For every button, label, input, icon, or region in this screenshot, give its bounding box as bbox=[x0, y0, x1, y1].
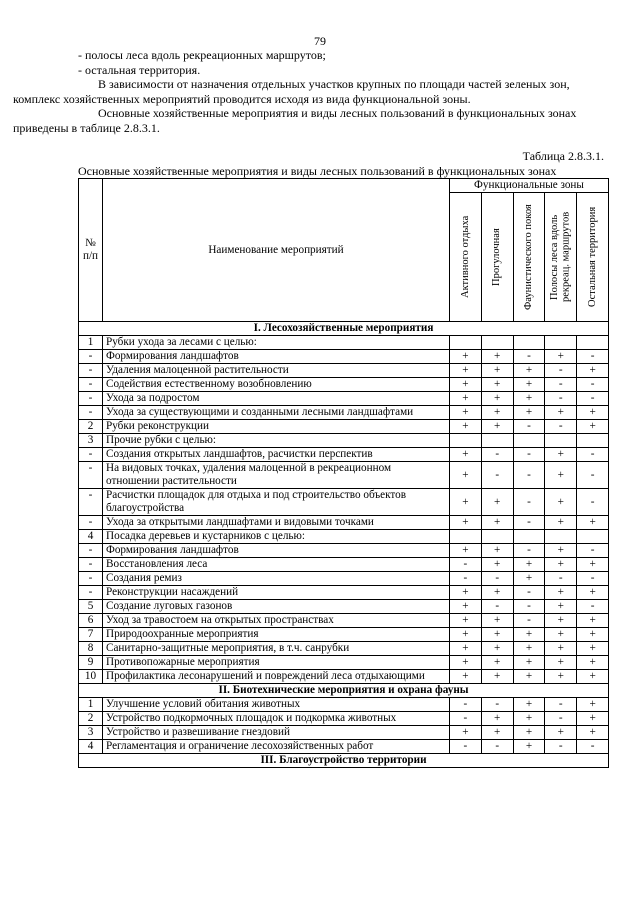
zone-mark: - bbox=[513, 489, 545, 516]
table-row bbox=[79, 434, 609, 448]
zone-mark: + bbox=[481, 364, 513, 378]
zone-mark: - bbox=[545, 392, 577, 406]
zone-mark: + bbox=[577, 406, 609, 420]
row-measure-name: Устройство подкормочных площадок и подкормка животных bbox=[103, 712, 450, 726]
zone-mark: + bbox=[450, 670, 482, 684]
table-row bbox=[79, 572, 609, 586]
table-title: Основные хозяйственные мероприятия и виды лесных пользований в функциональных зонах bbox=[78, 164, 557, 178]
zone-mark bbox=[577, 434, 609, 448]
row-measure-name: Рубки ухода за лесами с целью: bbox=[103, 336, 450, 350]
zone-mark: - bbox=[450, 698, 482, 712]
zone-mark: + bbox=[513, 364, 545, 378]
zone-mark: + bbox=[450, 489, 482, 516]
row-measure-name: На видовых точках, удаления малоценной в рекреационном отношении растительности bbox=[103, 462, 450, 489]
zone-mark: + bbox=[545, 670, 577, 684]
row-number: 4 bbox=[79, 740, 103, 754]
zone-mark: - bbox=[513, 420, 545, 434]
row-number: - bbox=[79, 392, 103, 406]
zone-mark: + bbox=[545, 642, 577, 656]
zone-mark: + bbox=[577, 656, 609, 670]
row-measure-name: Устройство и развешивание гнездовий bbox=[103, 726, 450, 740]
table-row bbox=[79, 462, 609, 489]
table-row bbox=[79, 516, 609, 530]
table-row bbox=[79, 406, 609, 420]
row-measure-name: Ухода за открытыми ландшафтами и видовыми точками bbox=[103, 516, 450, 530]
zone-mark bbox=[545, 336, 577, 350]
zone-mark: + bbox=[577, 586, 609, 600]
zone-mark: - bbox=[577, 740, 609, 754]
zone-mark: + bbox=[481, 614, 513, 628]
row-number: 8 bbox=[79, 642, 103, 656]
header-zone-other: Остальная территория bbox=[577, 193, 609, 322]
zone-mark bbox=[577, 530, 609, 544]
zone-mark bbox=[481, 530, 513, 544]
zone-mark: + bbox=[577, 698, 609, 712]
row-measure-name: Профилактика лесонарушений и повреждений леса отдыхающими bbox=[103, 670, 450, 684]
zone-mark: + bbox=[450, 364, 482, 378]
row-measure-name: Создания открытых ландшафтов, расчистки перспектив bbox=[103, 448, 450, 462]
section-title-1: I. Лесохозяйственные мероприятия bbox=[79, 322, 609, 336]
row-number: - bbox=[79, 586, 103, 600]
zone-mark: + bbox=[513, 698, 545, 712]
zone-mark: + bbox=[545, 544, 577, 558]
row-number: 2 bbox=[79, 712, 103, 726]
row-measure-name: Улучшение условий обитания животных bbox=[103, 698, 450, 712]
zone-mark: - bbox=[481, 572, 513, 586]
row-number: 6 bbox=[79, 614, 103, 628]
table-row bbox=[79, 698, 609, 712]
zone-mark: - bbox=[577, 600, 609, 614]
row-number: 2 bbox=[79, 420, 103, 434]
zone-mark: - bbox=[513, 350, 545, 364]
zone-mark: - bbox=[450, 572, 482, 586]
zone-mark: + bbox=[513, 558, 545, 572]
row-number: 3 bbox=[79, 726, 103, 740]
zone-mark: - bbox=[545, 364, 577, 378]
row-number: 5 bbox=[79, 600, 103, 614]
row-number: - bbox=[79, 558, 103, 572]
row-number: - bbox=[79, 350, 103, 364]
zone-mark: + bbox=[481, 489, 513, 516]
table-row bbox=[79, 670, 609, 684]
intro-line-2: - остальная территория. bbox=[78, 62, 201, 77]
table-row bbox=[79, 350, 609, 364]
row-measure-name: Посадка деревьев и кустарников с целью: bbox=[103, 530, 450, 544]
row-number: 3 bbox=[79, 434, 103, 448]
row-number: 4 bbox=[79, 530, 103, 544]
zone-mark: - bbox=[577, 572, 609, 586]
table-row bbox=[79, 544, 609, 558]
page-number: 79 bbox=[314, 34, 326, 48]
zone-mark: + bbox=[481, 420, 513, 434]
zone-mark: + bbox=[545, 656, 577, 670]
zone-mark: + bbox=[577, 364, 609, 378]
table-row bbox=[79, 489, 609, 516]
zone-mark: + bbox=[481, 670, 513, 684]
intro-line-1: - полосы леса вдоль рекреационных маршрутов; bbox=[78, 48, 326, 62]
zone-mark: - bbox=[577, 462, 609, 489]
table-row bbox=[79, 726, 609, 740]
zone-mark bbox=[513, 434, 545, 448]
zone-mark: + bbox=[450, 350, 482, 364]
zone-mark: - bbox=[545, 378, 577, 392]
row-number: - bbox=[79, 516, 103, 530]
row-measure-name: Рубки реконструкции bbox=[103, 420, 450, 434]
row-measure-name: Природоохранные мероприятия bbox=[103, 628, 450, 642]
zone-mark: + bbox=[450, 516, 482, 530]
zone-mark: + bbox=[513, 406, 545, 420]
zone-mark: + bbox=[450, 656, 482, 670]
zone-mark: - bbox=[513, 462, 545, 489]
zone-mark: - bbox=[577, 489, 609, 516]
zone-mark: - bbox=[450, 740, 482, 754]
zone-mark: + bbox=[481, 378, 513, 392]
row-number: - bbox=[79, 364, 103, 378]
zone-mark: + bbox=[450, 642, 482, 656]
zone-mark: - bbox=[513, 586, 545, 600]
zone-mark: + bbox=[513, 392, 545, 406]
zone-mark: - bbox=[577, 350, 609, 364]
zone-mark bbox=[481, 434, 513, 448]
section-title-2: II. Биотехнические мероприятия и охрана фауны bbox=[79, 684, 609, 698]
zone-mark: + bbox=[545, 489, 577, 516]
table-row bbox=[79, 336, 609, 350]
zone-mark: + bbox=[450, 586, 482, 600]
row-number: - bbox=[79, 378, 103, 392]
row-number: - bbox=[79, 544, 103, 558]
zone-mark: + bbox=[545, 628, 577, 642]
zone-mark: - bbox=[577, 392, 609, 406]
zone-mark: - bbox=[481, 600, 513, 614]
zone-mark bbox=[545, 530, 577, 544]
table-row bbox=[79, 712, 609, 726]
zone-mark: + bbox=[513, 726, 545, 740]
row-measure-name: Удаления малоценной растительности bbox=[103, 364, 450, 378]
zone-mark: + bbox=[481, 628, 513, 642]
zone-mark: + bbox=[481, 516, 513, 530]
measures-table bbox=[78, 178, 609, 768]
zone-mark: + bbox=[577, 726, 609, 740]
zone-mark: + bbox=[450, 392, 482, 406]
zone-mark: + bbox=[513, 642, 545, 656]
zone-mark: + bbox=[545, 448, 577, 462]
table-row bbox=[79, 642, 609, 656]
table-row bbox=[79, 448, 609, 462]
zone-mark: - bbox=[577, 544, 609, 558]
header-zone-strips: Полосы леса вдоль рекреац. маршрутов bbox=[545, 193, 577, 322]
zone-mark: + bbox=[545, 462, 577, 489]
row-measure-name: Формирования ландшафтов bbox=[103, 350, 450, 364]
header-zone-active: Активного отдыха bbox=[450, 193, 482, 322]
row-number: - bbox=[79, 489, 103, 516]
zone-mark: + bbox=[481, 544, 513, 558]
zone-mark bbox=[513, 530, 545, 544]
zone-mark: + bbox=[577, 558, 609, 572]
zone-mark: + bbox=[513, 656, 545, 670]
row-measure-name: Санитарно-защитные мероприятия, в т.ч. санрубки bbox=[103, 642, 450, 656]
zone-mark: - bbox=[545, 698, 577, 712]
table-row bbox=[79, 530, 609, 544]
table-row bbox=[79, 740, 609, 754]
zone-mark: + bbox=[545, 726, 577, 740]
zone-mark: + bbox=[481, 406, 513, 420]
header-name: Наименование мероприятий bbox=[103, 179, 450, 322]
zone-mark: - bbox=[513, 516, 545, 530]
zone-mark: - bbox=[545, 420, 577, 434]
zone-mark: - bbox=[481, 462, 513, 489]
row-number: 1 bbox=[79, 698, 103, 712]
row-measure-name: Ухода за существующими и созданными лесными ландшафтами bbox=[103, 406, 450, 420]
row-number: 9 bbox=[79, 656, 103, 670]
zone-mark: - bbox=[545, 712, 577, 726]
zone-mark bbox=[450, 434, 482, 448]
zone-mark: + bbox=[450, 462, 482, 489]
zone-mark: + bbox=[577, 516, 609, 530]
row-number: - bbox=[79, 406, 103, 420]
intro-paragraph-1: В зависимости от назначения отдельных участков крупных по площади частей зеленых зон, комплекс хозяйственных мероприятий проводится исходя из вида функциональной зоны. bbox=[13, 77, 570, 106]
header-zone-fauna: Фаунистического покоя bbox=[513, 193, 545, 322]
row-measure-name: Реконструкции насаждений bbox=[103, 586, 450, 600]
zone-mark: + bbox=[481, 712, 513, 726]
zone-mark: + bbox=[545, 614, 577, 628]
zone-mark bbox=[450, 336, 482, 350]
zone-mark: + bbox=[577, 614, 609, 628]
zone-mark: + bbox=[450, 420, 482, 434]
row-measure-name: Содействия естественному возобновлению bbox=[103, 378, 450, 392]
row-number: 7 bbox=[79, 628, 103, 642]
row-measure-name: Восстановления леса bbox=[103, 558, 450, 572]
zone-mark: + bbox=[513, 740, 545, 754]
row-number: - bbox=[79, 448, 103, 462]
zone-mark: + bbox=[450, 378, 482, 392]
zone-mark: - bbox=[513, 600, 545, 614]
row-measure-name: Противопожарные мероприятия bbox=[103, 656, 450, 670]
row-measure-name: Ухода за подростом bbox=[103, 392, 450, 406]
zone-mark: - bbox=[513, 448, 545, 462]
zone-mark: + bbox=[481, 392, 513, 406]
row-measure-name: Уход за травостоем на открытых пространствах bbox=[103, 614, 450, 628]
row-measure-name: Расчистки площадок для отдыха и под строительство объектов благоустройства bbox=[103, 489, 450, 516]
table-row bbox=[79, 600, 609, 614]
header-zones: Функциональные зоны bbox=[450, 179, 609, 193]
zone-mark: - bbox=[513, 544, 545, 558]
zone-mark: + bbox=[450, 726, 482, 740]
zone-mark bbox=[450, 530, 482, 544]
zone-mark: + bbox=[481, 586, 513, 600]
zone-mark: + bbox=[481, 726, 513, 740]
table-row bbox=[79, 628, 609, 642]
zone-mark: - bbox=[450, 558, 482, 572]
table-row bbox=[79, 656, 609, 670]
table-row bbox=[79, 420, 609, 434]
zone-mark: + bbox=[481, 350, 513, 364]
table-row bbox=[79, 586, 609, 600]
zone-mark bbox=[545, 434, 577, 448]
zone-mark bbox=[513, 336, 545, 350]
table-row bbox=[79, 392, 609, 406]
zone-mark: + bbox=[513, 378, 545, 392]
row-measure-name: Создания ремиз bbox=[103, 572, 450, 586]
row-measure-name: Формирования ландшафтов bbox=[103, 544, 450, 558]
row-number: - bbox=[79, 572, 103, 586]
zone-mark: - bbox=[545, 740, 577, 754]
zone-mark: + bbox=[577, 628, 609, 642]
row-measure-name: Регламентация и ограничение лесохозяйственных работ bbox=[103, 740, 450, 754]
row-number: 10 bbox=[79, 670, 103, 684]
table-row bbox=[79, 614, 609, 628]
zone-mark: - bbox=[481, 698, 513, 712]
row-number: 1 bbox=[79, 336, 103, 350]
zone-mark: + bbox=[545, 600, 577, 614]
row-number: - bbox=[79, 462, 103, 489]
zone-mark: + bbox=[545, 350, 577, 364]
zone-mark: - bbox=[450, 712, 482, 726]
intro-text bbox=[13, 48, 600, 136]
zone-mark: - bbox=[481, 740, 513, 754]
section-title-3: III. Благоустройство территории bbox=[79, 754, 609, 768]
zone-mark: + bbox=[577, 712, 609, 726]
zone-mark: + bbox=[481, 558, 513, 572]
table-number: Таблица 2.8.3.1. bbox=[522, 149, 604, 163]
zone-mark bbox=[577, 336, 609, 350]
table-row bbox=[79, 378, 609, 392]
zone-mark: + bbox=[545, 558, 577, 572]
table-row bbox=[79, 364, 609, 378]
intro-paragraph-2: Основные хозяйственные мероприятия и виды лесных пользований в функциональных зонах приведены в таблице 2.8.3.1. bbox=[13, 106, 577, 135]
zone-mark: + bbox=[450, 448, 482, 462]
zone-mark: + bbox=[513, 628, 545, 642]
zone-mark: + bbox=[481, 656, 513, 670]
zone-mark: - bbox=[481, 448, 513, 462]
zone-mark: + bbox=[481, 642, 513, 656]
zone-mark: + bbox=[577, 642, 609, 656]
row-measure-name: Создание луговых газонов bbox=[103, 600, 450, 614]
zone-mark: + bbox=[513, 670, 545, 684]
zone-mark: + bbox=[545, 516, 577, 530]
zone-mark: + bbox=[545, 406, 577, 420]
zone-mark: + bbox=[450, 600, 482, 614]
zone-mark: + bbox=[513, 572, 545, 586]
zone-mark: + bbox=[450, 628, 482, 642]
zone-mark: + bbox=[513, 712, 545, 726]
zone-mark: - bbox=[545, 572, 577, 586]
zone-mark: + bbox=[450, 544, 482, 558]
zone-mark: + bbox=[450, 406, 482, 420]
zone-mark: + bbox=[450, 614, 482, 628]
zone-mark: + bbox=[577, 670, 609, 684]
zone-mark: - bbox=[577, 448, 609, 462]
table-row bbox=[79, 558, 609, 572]
zone-mark: + bbox=[545, 586, 577, 600]
zone-mark: + bbox=[577, 420, 609, 434]
zone-mark: - bbox=[577, 378, 609, 392]
zone-mark bbox=[481, 336, 513, 350]
header-num: № п/п bbox=[79, 179, 103, 322]
zone-mark: - bbox=[513, 614, 545, 628]
header-zone-walking: Прогулочная bbox=[481, 193, 513, 322]
row-measure-name: Прочие рубки с целью: bbox=[103, 434, 450, 448]
